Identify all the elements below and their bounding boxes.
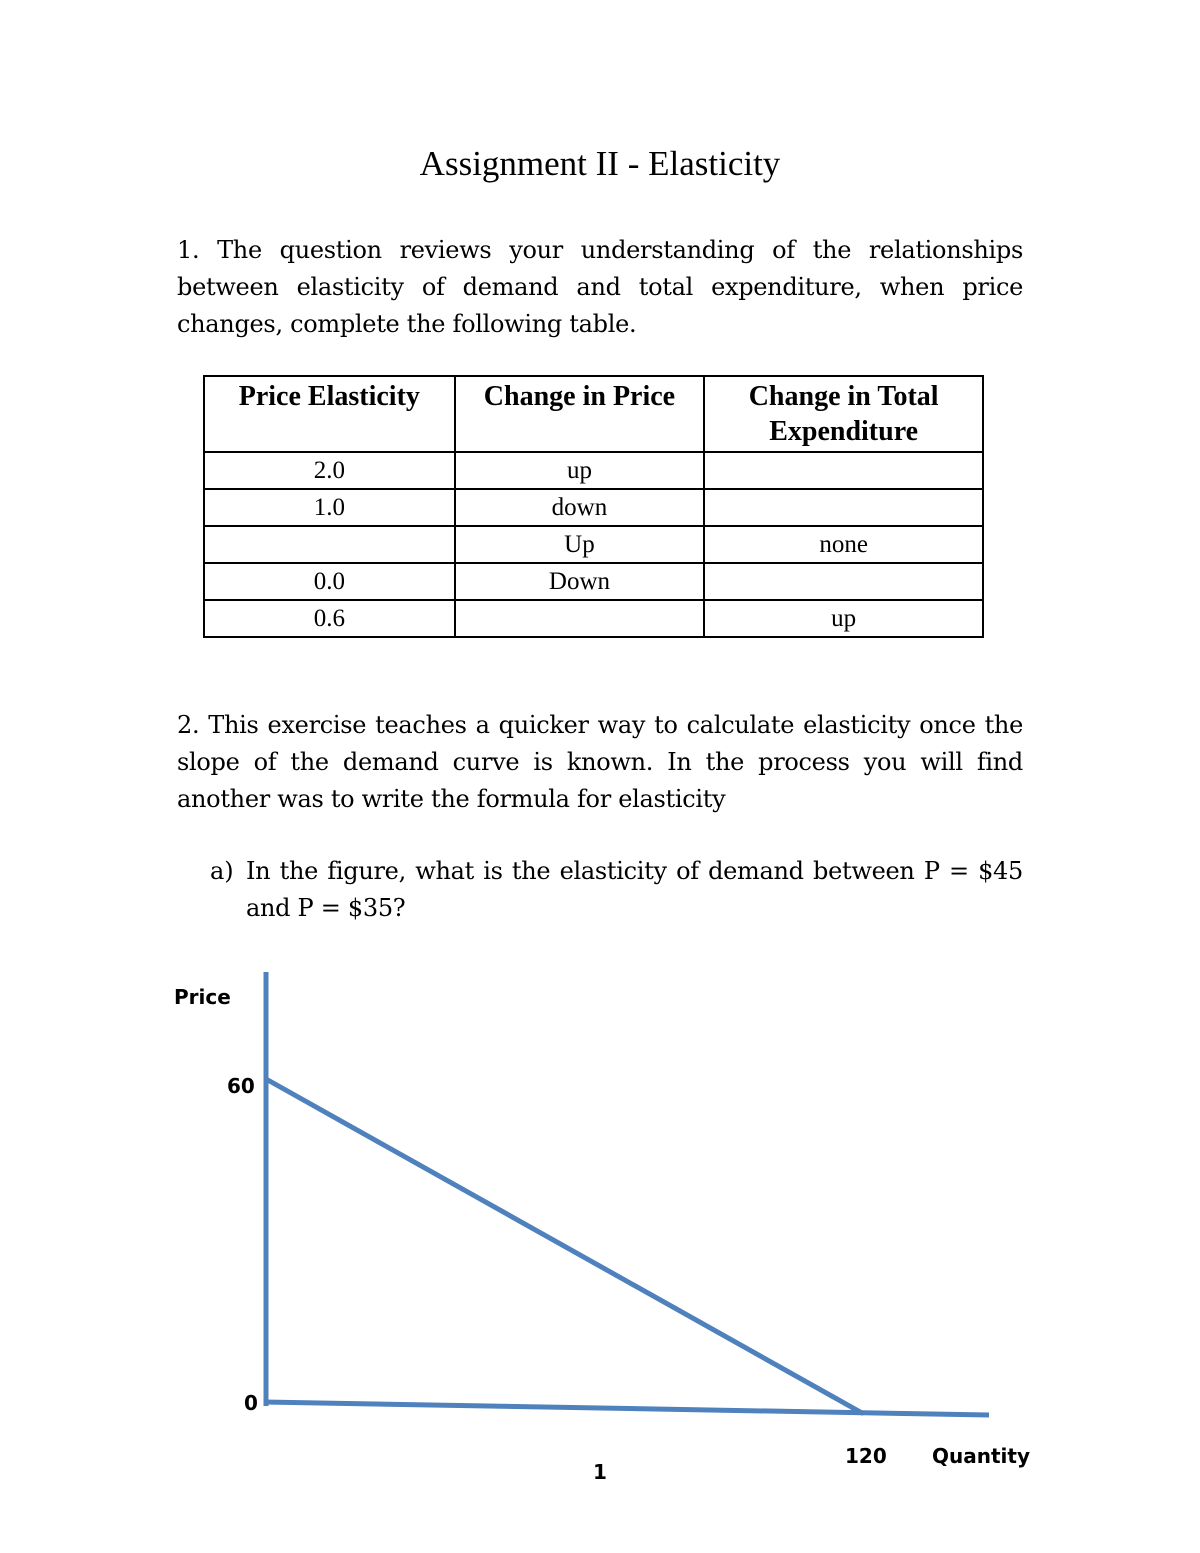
table-cell: Down bbox=[455, 563, 705, 600]
page-title: Assignment II - Elasticity bbox=[419, 144, 781, 183]
header-change-in-price: Change in Price bbox=[455, 376, 705, 452]
x-axis-label: Quantity bbox=[932, 1444, 1030, 1468]
question-2-text: 2. This exercise teaches a quicker way to calculate elasticity once the slope of the demand curve is known. In the process you will find another was to write the formula for elasticity bbox=[177, 711, 1023, 813]
question-2a-text: In the figure, what is the elasticity of demand between P = $45 and P = $35? bbox=[246, 857, 1023, 922]
question-2a-marker: a) bbox=[210, 857, 234, 885]
table-cell: up bbox=[704, 600, 983, 637]
table-cell: 0.6 bbox=[204, 600, 455, 637]
page-number: 1 bbox=[593, 1460, 607, 1484]
y-axis-label: Price bbox=[174, 985, 231, 1009]
y-tick-label: 0 bbox=[244, 1391, 258, 1415]
x-axis-line bbox=[264, 1402, 989, 1415]
table-cell: 1.0 bbox=[204, 489, 455, 526]
demand-curve-line bbox=[266, 1079, 862, 1413]
table-cell: 2.0 bbox=[204, 452, 455, 489]
table-cell: up bbox=[455, 452, 705, 489]
table-cell: 0.0 bbox=[204, 563, 455, 600]
table-cell: down bbox=[455, 489, 705, 526]
header-change-in-total-expenditure: Change in Total Expenditure bbox=[704, 376, 983, 452]
table-cell: none bbox=[704, 526, 983, 563]
x-tick-label: 120 bbox=[845, 1444, 887, 1468]
y-tick-label: 60 bbox=[227, 1074, 255, 1098]
header-price-elasticity: Price Elasticity bbox=[204, 376, 455, 452]
question-1-text: 1. The question reviews your understanding of the relationships between elasticity of demand and total expenditure, when price changes, complete the following table. bbox=[177, 236, 1023, 338]
table-cell: Up bbox=[455, 526, 705, 563]
